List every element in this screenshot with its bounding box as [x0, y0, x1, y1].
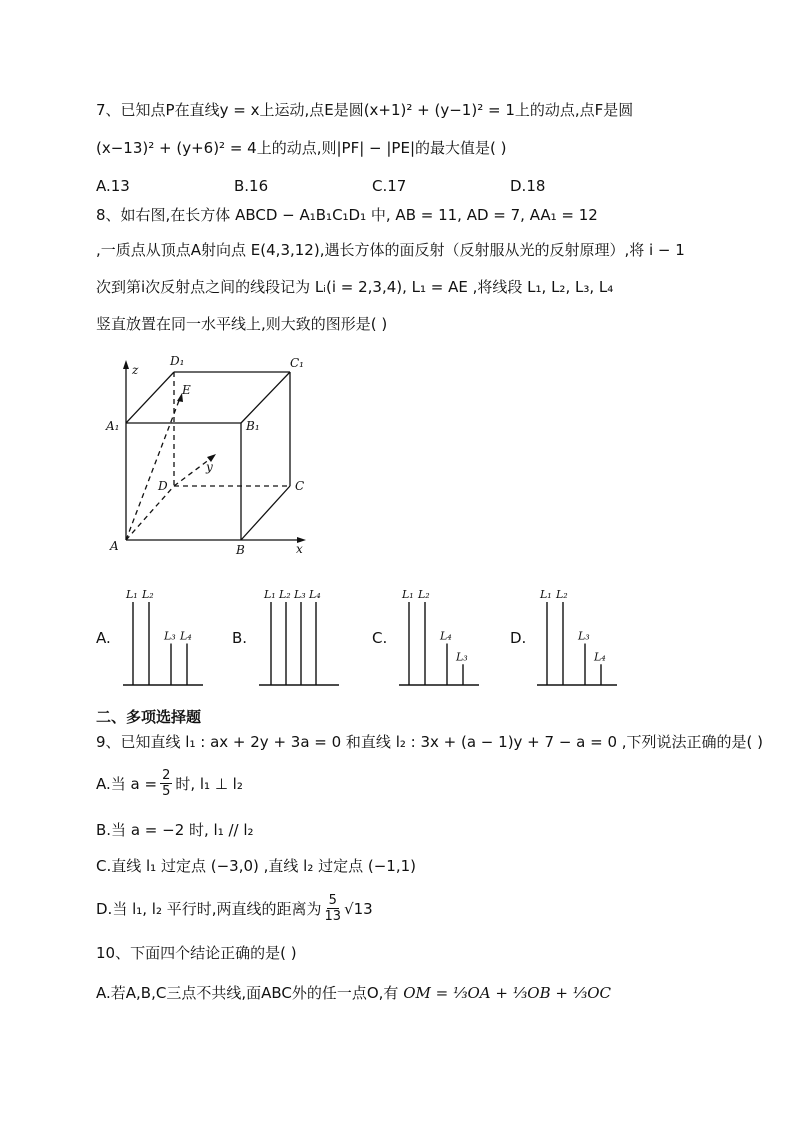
- segment-label: L₂: [556, 588, 568, 601]
- q8-line4: 竖直放置在同一水平线上,则大致的图形是( ): [96, 315, 388, 333]
- q9-fraction-den: 5: [162, 784, 171, 799]
- q10-option-a: [96, 983, 611, 1003]
- q9-option-a-post: 时, l₁ ⊥ l₂: [175, 774, 243, 793]
- q10-option-a-vector: OM = ⅓OA + ⅓OB + ⅓OC: [403, 984, 612, 1002]
- cuboid-figure: [96, 350, 316, 560]
- fig-label-c1: C₁: [290, 356, 304, 370]
- q7-option-c: C.17: [372, 177, 407, 195]
- q9-option-c: C.直线 l₁ 过定点 (−3,0) ,直线 l₂ 过定点 (−1,1): [96, 857, 417, 875]
- fig-label-e: E: [182, 383, 191, 397]
- segment-label: L₂: [279, 588, 291, 601]
- choice-diagram-1: [257, 585, 347, 691]
- segment-label: L₂: [142, 588, 154, 601]
- q9-option-d-fraction: [325, 893, 342, 924]
- segment-label: L₄: [180, 629, 192, 643]
- q7-option-a: A.13: [96, 177, 130, 195]
- q8-line3: 次到第i次反射点之间的线段记为 Lᵢ(i = 2,3,4), L₁ = AE ,将线段 L₁, L₂, L₃, L₄: [96, 278, 614, 296]
- q9-option-d: [96, 893, 373, 924]
- fig-label-c: C: [295, 479, 305, 493]
- q9-option-d-pre: D.当 l₁, l₂ 平行时,两直线的距离为: [96, 899, 322, 918]
- q9-d-num: 5: [328, 893, 337, 908]
- choice-diagram-0: [121, 585, 211, 691]
- segment-label: L₄: [309, 588, 321, 601]
- segment-label: L₃: [578, 629, 590, 643]
- q10-option-a-pre: A.若A,B,C三点不共线,面ABC外的任一点O,有: [96, 984, 404, 1002]
- fig-label-a1: A₁: [106, 419, 120, 433]
- segment-label: L₁: [402, 588, 414, 601]
- choice-diagram-2: [397, 585, 487, 691]
- fig-label-x: x: [296, 542, 303, 556]
- q9-d-den: 13: [324, 909, 342, 924]
- fig-label-b1: B₁: [246, 419, 260, 433]
- q10-stem: 10、下面四个结论正确的是( ): [96, 944, 297, 962]
- fig-label-z: z: [132, 363, 139, 377]
- q9-option-a-pre: A.当 a =: [96, 774, 158, 793]
- q7-line2: (x−13)² + (y+6)² = 4上的动点,则|PF| − |PE|的最大值是( ): [96, 139, 507, 157]
- fig-label-y: y: [206, 460, 213, 474]
- fig-label-a: A: [110, 539, 119, 553]
- q9-option-d-root: √13: [344, 899, 373, 918]
- segment-label: L₁: [264, 588, 276, 601]
- segment-label: L₃: [294, 588, 306, 601]
- choice-diagram-3: [535, 585, 625, 691]
- choice-letter-0: A.: [96, 629, 111, 647]
- choice-letter-2: C.: [372, 629, 388, 647]
- fig-label-b: B: [236, 543, 245, 557]
- segment-label: L₂: [418, 588, 430, 601]
- fig-label-d1: D₁: [170, 354, 185, 368]
- section-title: 二、多项选择题: [96, 708, 202, 726]
- segment-label: L₃: [164, 629, 176, 643]
- q9-option-b: B.当 a = −2 时, l₁ // l₂: [96, 821, 254, 839]
- q9-option-a-fraction: [160, 768, 172, 799]
- q7-line1: 7、已知点P在直线y = x上运动,点E是圆(x+1)² + (y−1)² = 1上的动点,点F是圆: [96, 101, 634, 119]
- segment-label: L₁: [126, 588, 138, 601]
- q8-line1: 8、如右图,在长方体 ABCD − A₁B₁C₁D₁ 中, AB = 11, AD = 7, AA₁ = 12: [96, 206, 598, 224]
- segment-label: L₁: [540, 588, 552, 601]
- q9-stem: 9、已知直线 l₁ : ax + 2y + 3a = 0 和直线 l₂ : 3x + (a − 1)y + 7 − a = 0 ,下列说法正确的是( ): [96, 733, 764, 751]
- segment-label: L₄: [440, 629, 452, 643]
- q9-option-a: [96, 768, 243, 799]
- q9-fraction-num: 2: [162, 768, 171, 783]
- choice-letter-1: B.: [232, 629, 248, 647]
- choice-letter-3: D.: [510, 629, 527, 647]
- q7-option-b: B.16: [234, 177, 269, 195]
- fig-label-d: D: [158, 479, 168, 493]
- q7-option-d: D.18: [510, 177, 546, 195]
- segment-label: L₃: [456, 650, 468, 664]
- q8-line2: ,一质点从顶点A射向点 E(4,3,12),遇长方体的面反射（反射服从光的反射原理）,将 i − 1: [96, 241, 685, 259]
- segment-label: L₄: [594, 650, 606, 664]
